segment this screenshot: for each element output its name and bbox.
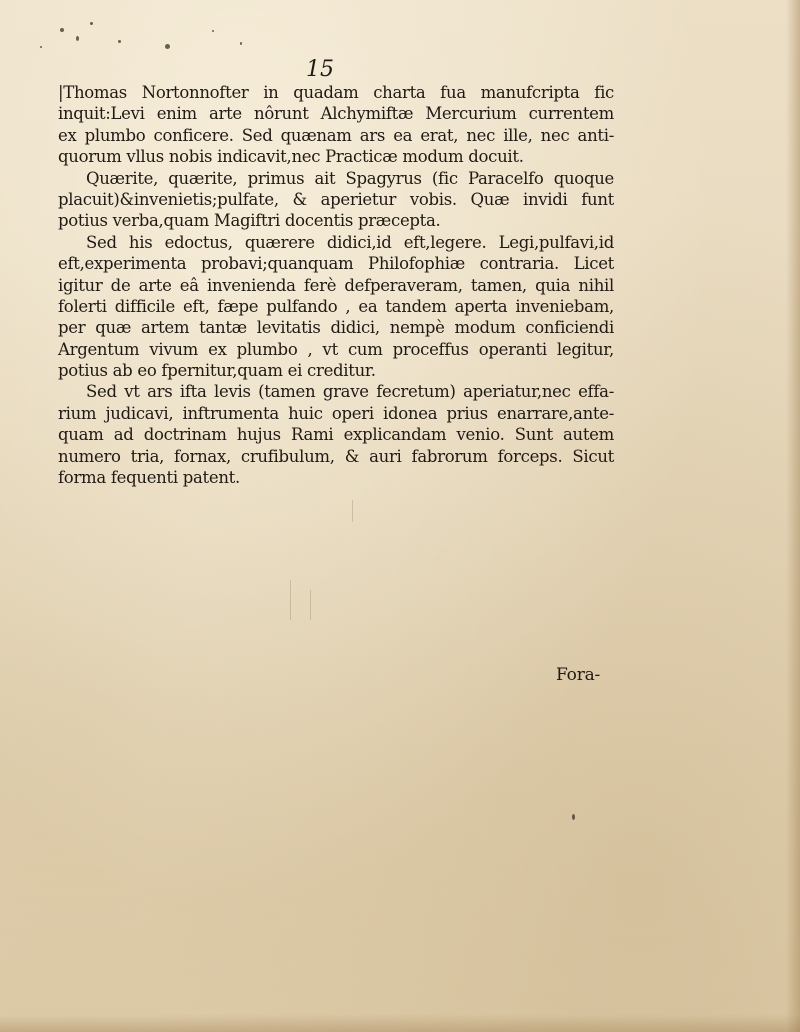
page-edge-shadow-bottom bbox=[0, 1014, 800, 1032]
text-line: numero tria, fornax, crufibulum, & auri fabrorum forceps. Sicut bbox=[58, 446, 614, 466]
ink-speck bbox=[240, 42, 242, 45]
page-number: 15 bbox=[306, 57, 334, 82]
text-line: placuit)&invenietis;pulfate, & aperietur vobis. Quæ invidi funt bbox=[58, 189, 614, 209]
text-line: Argentum vivum ex plumbo , vt cum proceffus operanti legitur, bbox=[58, 339, 614, 359]
show-through-mark bbox=[352, 500, 353, 522]
text-line: ex plumbo conficere. Sed quænam ars ea erat, nec ille, nec anti- bbox=[58, 125, 614, 145]
text-line: |Thomas Nortonnofter in quadam charta fua manufcripta fic bbox=[58, 83, 614, 102]
page-edge-shadow-right bbox=[786, 0, 800, 1032]
text-line: quam ad doctrinam hujus Rami explicandam venio. Sunt autem bbox=[58, 425, 614, 445]
show-through-mark bbox=[290, 580, 291, 620]
text-line: quorum vllus nobis indicavit,nec Practicæ modum docuit. bbox=[58, 147, 524, 167]
body-text bbox=[58, 82, 614, 488]
ink-speck bbox=[572, 814, 575, 820]
ink-speck bbox=[165, 44, 170, 49]
text-line: Sed vt ars ifta levis (tamen grave fecretum) aperiatur,nec effa- bbox=[86, 382, 614, 402]
ink-speck bbox=[212, 30, 214, 32]
text-line: inquit:Levi enim arte nôrunt Alchymiftæ Mercurium currentem bbox=[58, 104, 614, 124]
ink-speck bbox=[76, 36, 79, 41]
text-line: forma fequenti patent. bbox=[58, 468, 240, 488]
text-line: potius verba,quam Magiftri docentis præcepta. bbox=[58, 211, 441, 231]
ink-speck bbox=[90, 22, 93, 25]
text-line: Quærite, quærite, primus ait Spagyrus (fic Paracelfo quoque bbox=[86, 168, 614, 188]
text-line: igitur de arte eâ invenienda ferè defperaveram, tamen, quia nihil bbox=[58, 275, 614, 295]
text-line: Sed his edoctus, quærere didici,id eft,legere. Legi,pulfavi,id bbox=[86, 232, 614, 252]
show-through-mark bbox=[310, 590, 311, 620]
ink-speck bbox=[118, 40, 121, 43]
text-line: folerti difficile eft, fæpe pulfando , ea tandem aperta inveniebam, bbox=[58, 296, 614, 316]
catchword: Fora- bbox=[556, 665, 601, 685]
text-line: eft,experimenta probavi;quanquam Philofophiæ contraria. Licet bbox=[58, 254, 614, 274]
ink-speck bbox=[60, 28, 64, 32]
text-line: rium judicavi, inftrumenta huic operi idonea prius enarrare,ante- bbox=[58, 403, 614, 423]
text-line: per quæ artem tantæ levitatis didici, nempè modum conficiendi bbox=[58, 318, 614, 338]
ink-speck bbox=[40, 46, 42, 48]
text-line: potius ab eo fpernitur,quam ei creditur. bbox=[58, 361, 376, 381]
